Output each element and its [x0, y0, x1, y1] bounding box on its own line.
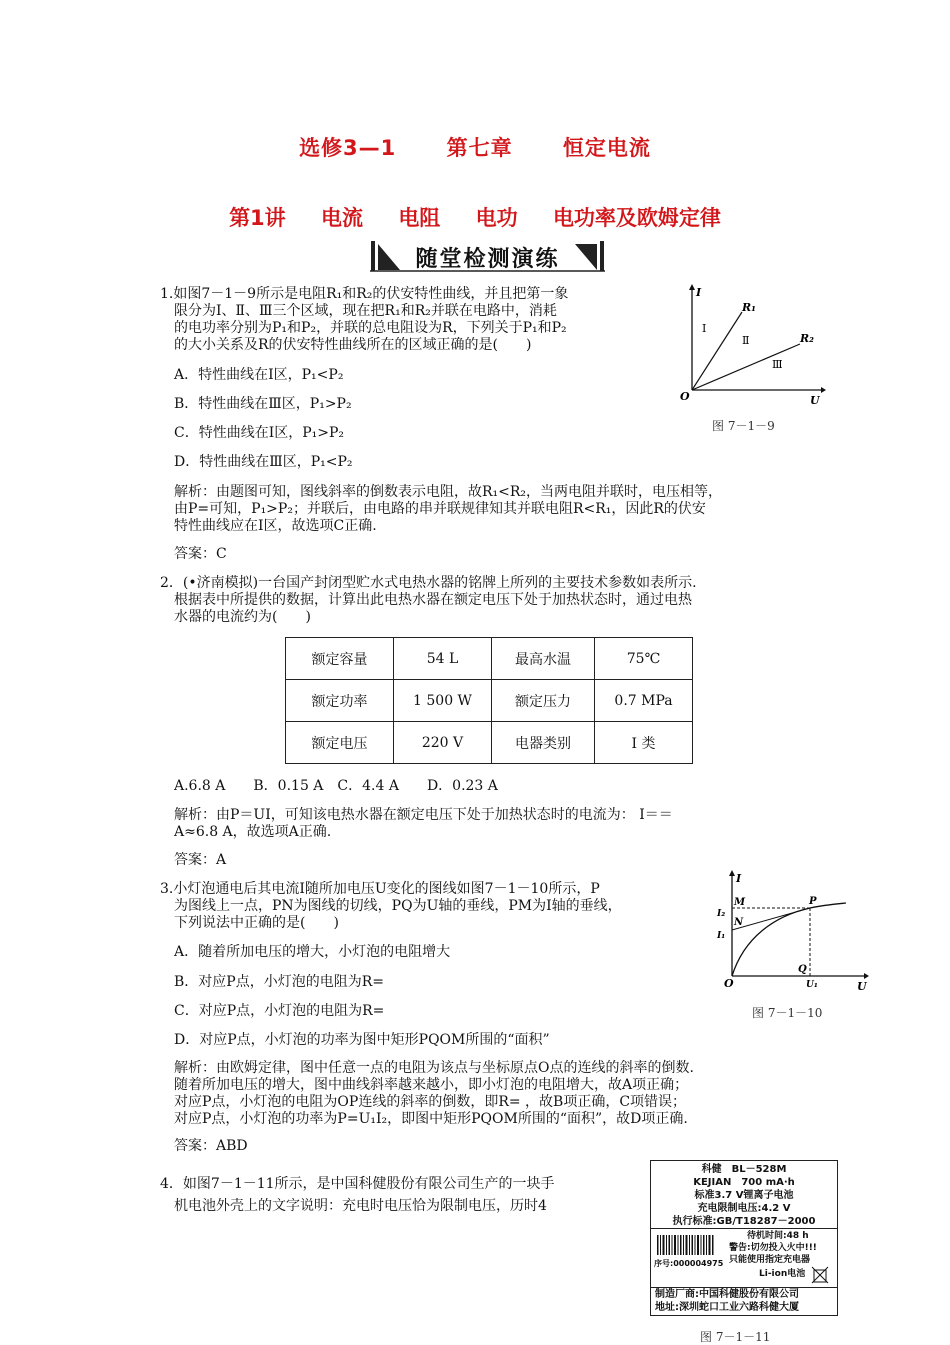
figure-caption: 图 7－1－10	[752, 1006, 823, 1020]
battery-serial: 序号:000004975	[654, 1259, 724, 1268]
q3-analysis-line: 对应P点，小灯泡的电阻为OP连线的斜率的倒数，即R= ，故B项正确，C项错误；	[174, 1094, 687, 1110]
tangent-line	[732, 908, 810, 930]
figure-7-1-9	[676, 282, 826, 407]
u1-label: U₁	[806, 980, 818, 990]
zone-1-label: Ⅰ	[702, 322, 707, 335]
q1-analysis-line: 由P=可知，P₁>P₂；并联后，由电路的串并联规律知其并联电阻R<R₁，因此R的伏安	[174, 501, 706, 517]
i1-label: I₁	[717, 931, 726, 941]
zone-2-label: Ⅱ	[742, 334, 750, 347]
chapter-title	[0, 132, 950, 162]
r2-line	[692, 344, 800, 390]
axis-label-i: I	[736, 872, 742, 885]
q1-option-d: D．特性曲线在Ⅲ区，P₁<P₂	[174, 454, 353, 470]
title-part: 电流	[321, 206, 363, 230]
battery-type: Li-ion电池	[759, 1269, 806, 1279]
q3-option-b: B．对应P点，小灯泡的电阻为R=	[174, 974, 384, 990]
battery-standby: 待机时间:48 h	[747, 1231, 809, 1241]
axis-label-i: I	[696, 286, 702, 299]
q3-line: 下列说法中正确的是( )	[174, 915, 339, 931]
q1-option-c: C．特性曲线在Ⅰ区，P₁>P₂	[174, 425, 345, 441]
r1-label: R₁	[742, 301, 756, 314]
q1-stem	[160, 286, 680, 354]
q3-line: 3.小灯泡通电后其电流I随所加电压U变化的图线如图7－1－10所示，P	[160, 881, 600, 897]
section-banner	[370, 240, 605, 272]
table-cell: 54 L	[394, 638, 492, 680]
axis-label-u: U	[857, 980, 867, 993]
figure-7-1-10	[714, 868, 874, 993]
q2-analysis-line: A≈6.8 A，故选项A正确.	[174, 824, 332, 840]
zone-3-label: Ⅲ	[772, 358, 783, 371]
q2-answer: 答案：A	[174, 852, 227, 868]
q1-analysis-line: 解析：由题图可知，图线斜率的倒数表示电阻，故R₁<R₂，当两电阻并联时，电压相等，	[174, 484, 723, 500]
q4-stem	[160, 1173, 640, 1217]
q3-option-a: A．随着所加电压的增大，小灯泡的电阻增大	[174, 944, 451, 960]
title-part: 第1讲	[229, 206, 286, 230]
title-part: 电功率及欧姆定律	[552, 206, 721, 230]
p-label: P	[809, 896, 817, 907]
battery-warning: 警告:切勿投入火中!!!	[729, 1243, 817, 1253]
q3-stem	[160, 881, 720, 932]
q-label: Q	[798, 964, 807, 975]
q1-option-b: B．特性曲线在Ⅲ区，P₁>P₂	[174, 396, 352, 412]
n-label: N	[734, 917, 744, 928]
battery-maker: 制造厂商:中国科健股份有限公司	[651, 1287, 837, 1301]
q3-analysis	[174, 1060, 814, 1128]
q1-line: 的电功率分别为P₁和P₂，并联的总电阻设为R，下列关于P₁和P₂	[174, 320, 567, 336]
q3-analysis-line: 随着所加电压的增大，图中曲线斜率越来越小，即小灯泡的电阻增大，故A项正确；	[174, 1077, 689, 1093]
title-part: 恒定电流	[562, 136, 651, 160]
table-cell: 电器类别	[492, 722, 595, 764]
q3-line: 为图线上一点，PN为图线的切线，PQ为U轴的垂线，PM为I轴的垂线，	[174, 898, 622, 914]
q1-line: 的大小关系及R的伏安特性曲线所在的区域正确的是( )	[174, 337, 532, 353]
battery-line: 充电限制电压:4.2 V	[697, 1203, 791, 1214]
battery-charger: 只能使用指定充电器	[729, 1255, 811, 1265]
m-label: M	[734, 897, 746, 908]
q4-line: 机电池外壳上的文字说明：充电时电压恰为限制电压，历时4	[174, 1198, 547, 1214]
q2-line: 水器的电流约为( )	[174, 609, 311, 625]
lecture-title	[0, 202, 950, 232]
q2-stem	[160, 575, 830, 626]
r2-label: R₂	[800, 332, 814, 345]
figure-caption: 图 7－1－11	[700, 1330, 771, 1344]
table-row	[286, 722, 693, 764]
battery-address: 地址:深圳蛇口工业六路科健大厦	[655, 1302, 799, 1313]
q1-option-a: A．特性曲线在Ⅰ区，P₁<P₂	[174, 367, 344, 383]
table-cell: 额定压力	[492, 680, 595, 722]
battery-label	[650, 1160, 838, 1316]
spec-table	[285, 637, 693, 764]
title-part: 选修3—1	[299, 136, 397, 160]
q1-analysis	[174, 484, 824, 535]
i2-label: I₂	[717, 909, 726, 919]
q3-answer: 答案：ABD	[174, 1138, 248, 1154]
origin-label: O	[724, 977, 734, 990]
figure-caption: 图 7－1－9	[712, 419, 775, 433]
table-cell: 1 500 W	[394, 680, 492, 722]
axis-label-u: U	[810, 394, 820, 407]
recycle-bin-icon	[811, 1266, 829, 1284]
battery-line: 执行标准:GB/T18287－2000	[651, 1215, 837, 1229]
table-row	[286, 680, 693, 722]
battery-line: 标准3.7 V锂离子电池	[694, 1190, 794, 1201]
q1-line: 1.如图7－1－9所示是电阻R₁和R₂的伏安特性曲线，并且把第一象	[160, 286, 569, 302]
q2-line: 根据表中所提供的数据，计算出此电热水器在额定电压下处于加热状态时，通过电热	[174, 592, 692, 608]
title-part: 电功	[475, 206, 518, 230]
table-cell: 220 V	[394, 722, 492, 764]
q2-analysis-line: 解析：由P＝UI，可知该电热水器在额定电压下处于加热状态时的电流为： I＝＝	[174, 807, 673, 823]
table-cell: 0.7 MPa	[595, 680, 693, 722]
q3-option-d: D．对应P点，小灯泡的功率为图中矩形PQOM所围的“面积”	[174, 1032, 550, 1048]
q2-options: A.6.8 A B．0.15 A C．4.4 A D．0.23 A	[174, 778, 498, 794]
battery-line: KEJIAN 700 mA·h	[693, 1177, 795, 1188]
r1-line	[692, 312, 742, 390]
table-cell: 75℃	[595, 638, 693, 680]
q1-analysis-line: 特性曲线应在Ⅰ区，故选项C正确.	[174, 518, 377, 534]
q1-answer: 答案：C	[174, 546, 227, 562]
battery-info-block	[651, 1229, 837, 1287]
table-cell: 最高水温	[492, 638, 595, 680]
banner-text: 随堂检测演练	[415, 247, 560, 272]
title-part: 电阻	[398, 206, 441, 230]
q2-analysis	[174, 807, 834, 841]
barcode-icon	[657, 1235, 715, 1255]
battery-line: 科健 BL－528M	[701, 1164, 787, 1175]
table-cell: 额定功率	[286, 680, 394, 722]
q3-analysis-line: 对应P点，小灯泡的功率为P=U₁I₂，即图中矩形PQOM所围的“面积”，故D项正确.	[174, 1111, 688, 1127]
title-part: 第七章	[446, 136, 513, 160]
q3-analysis-line: 解析：由欧姆定律，图中任意一点的电阻为该点与坐标原点O点的连线的斜率的倒数.	[174, 1060, 694, 1076]
table-cell: Ⅰ 类	[595, 722, 693, 764]
q2-line: 2．(•济南模拟)一台国产封闭型贮水式电热水器的铭牌上所列的主要技术参数如表所示.	[160, 575, 697, 591]
q4-line: 4．如图7－1－11所示，是中国科健股份有限公司生产的一块手	[160, 1176, 555, 1192]
q3-option-c: C．对应P点，小灯泡的电阻为R=	[174, 1003, 385, 1019]
origin-label: O	[680, 390, 690, 403]
table-row	[286, 638, 693, 680]
q1-line: 限分为Ⅰ、Ⅱ、Ⅲ三个区域，现在把R₁和R₂并联在电路中，消耗	[174, 303, 557, 319]
table-cell: 额定容量	[286, 638, 394, 680]
table-cell: 额定电压	[286, 722, 394, 764]
